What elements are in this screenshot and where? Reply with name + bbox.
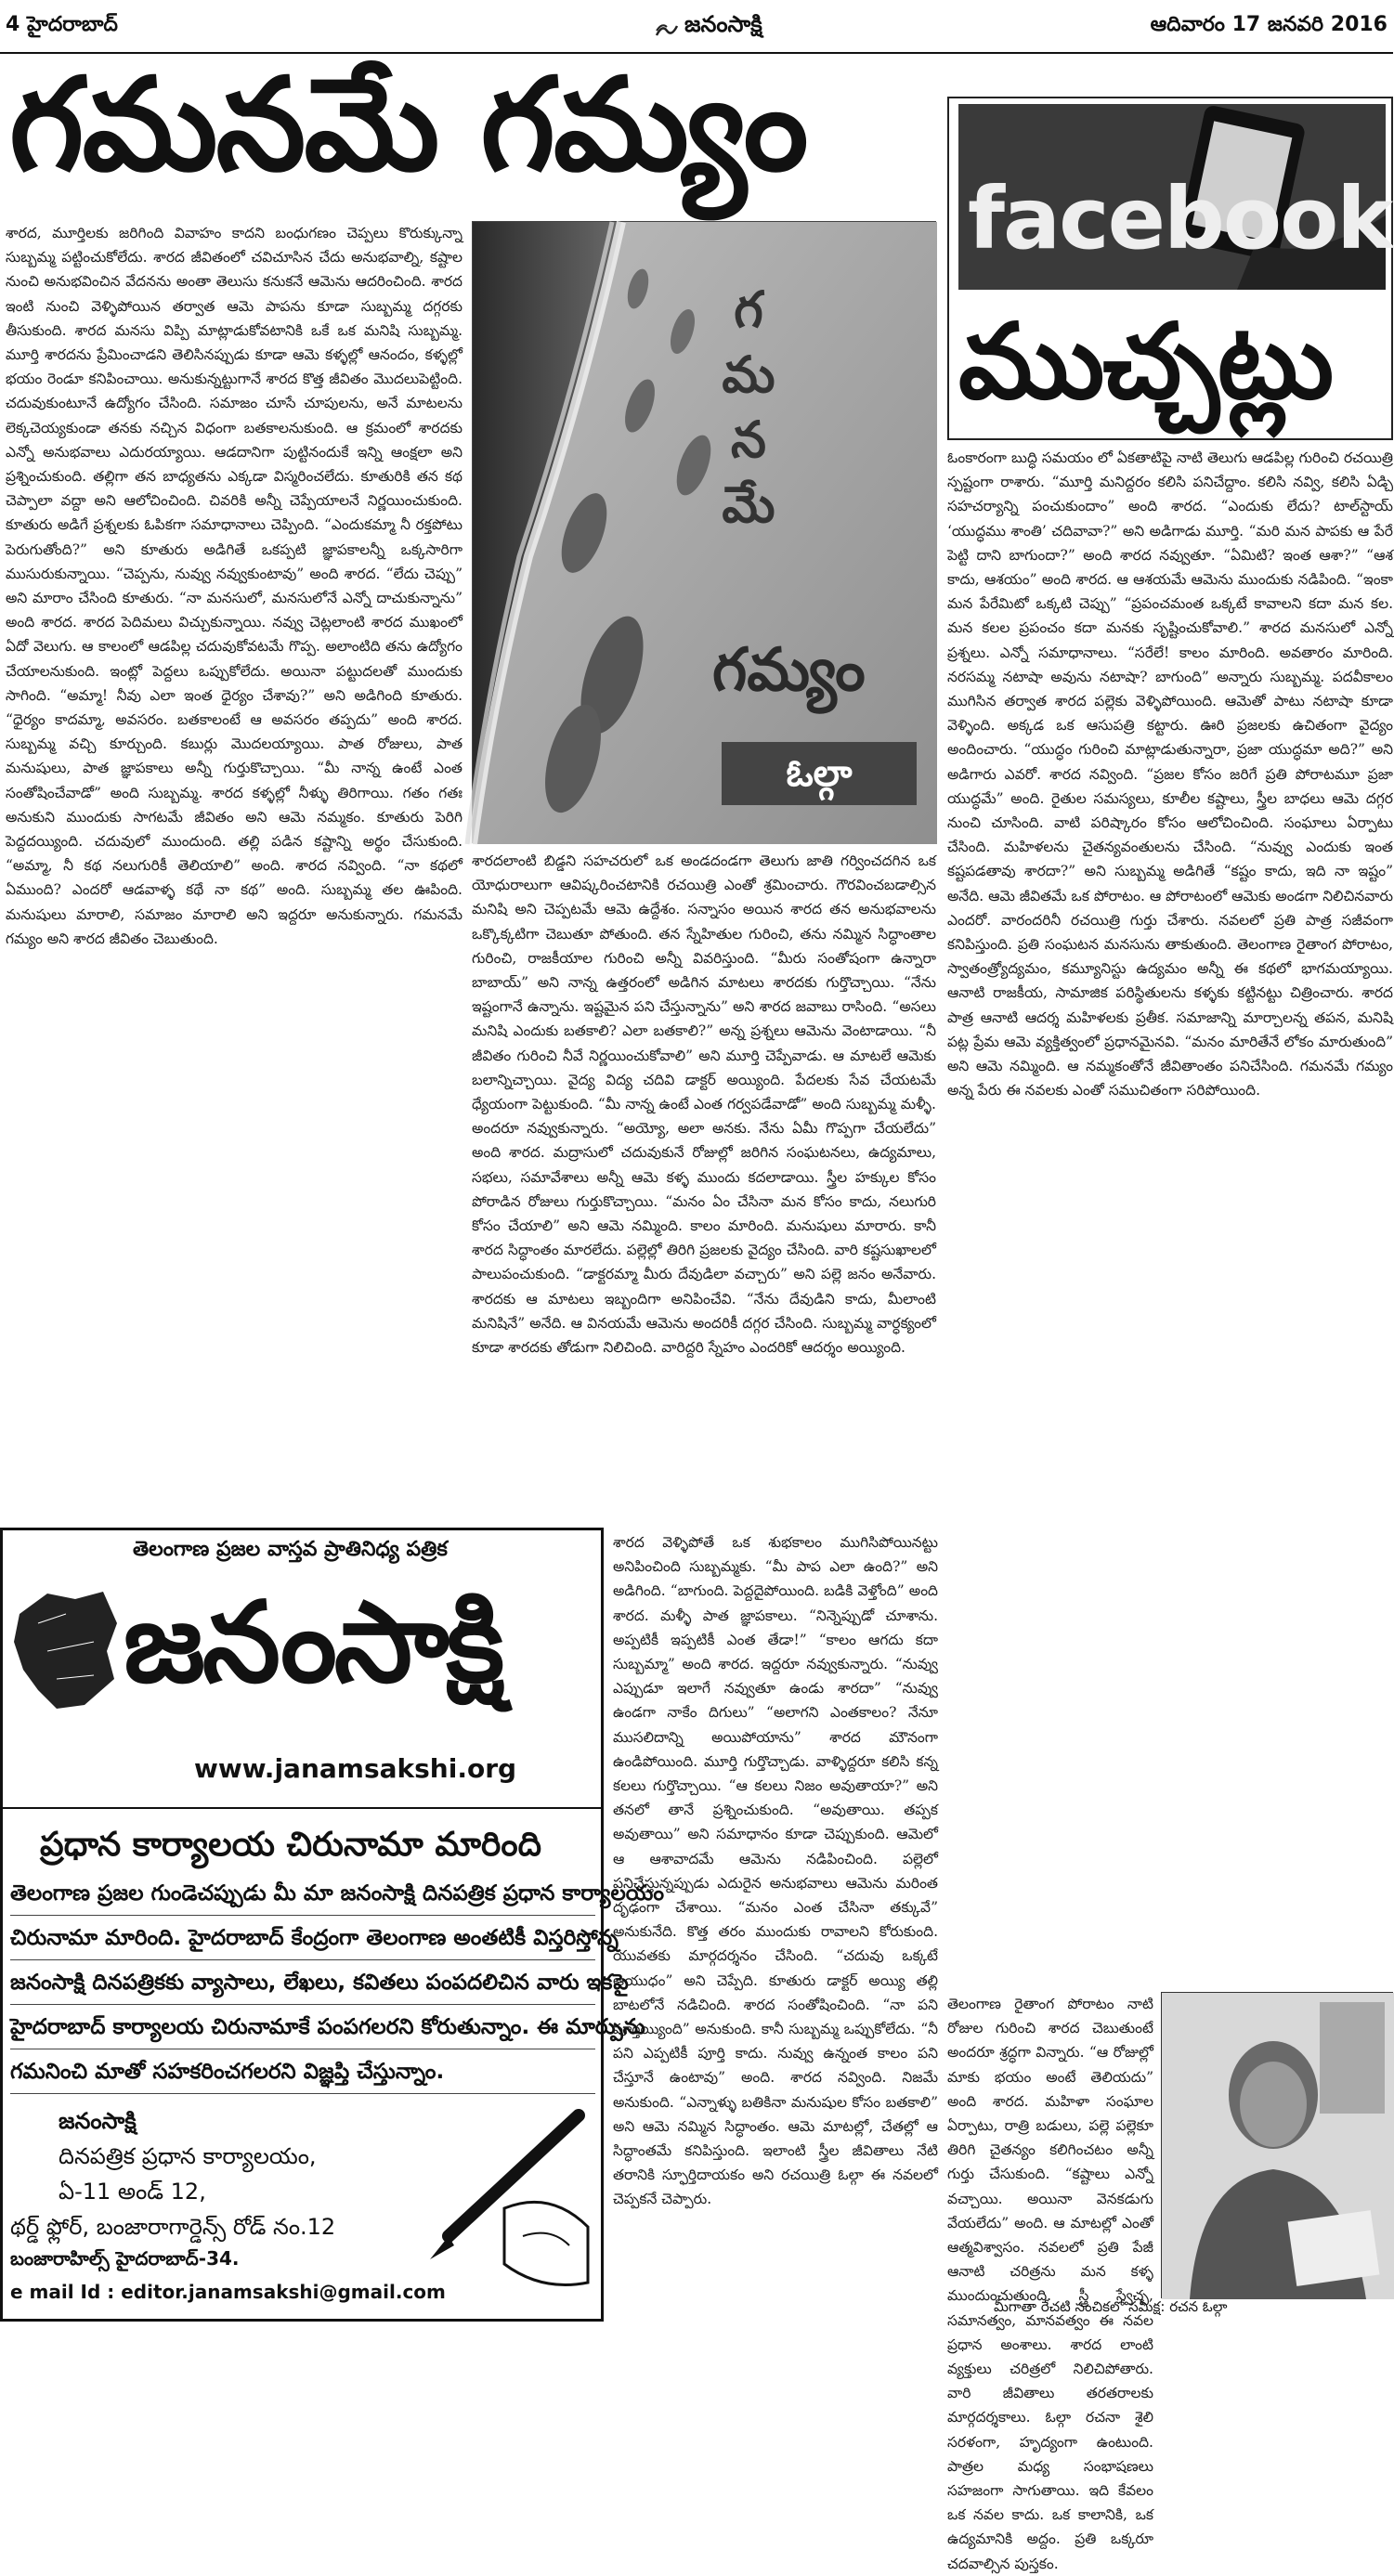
ad-line: తెలంగాణ ప్రజల గుండెచప్పుడు మీ మా జనంసాక్షి దినపత్రిక ప్రధాన కార్యాలయం: [10, 1881, 595, 1916]
photo-caption: మీగాతా రేచటి సంచికలో సమీక్ష: రచన ఓల్గా: [994, 2298, 1228, 2315]
story-column-1: [6, 221, 462, 1521]
title-letter: మే: [722, 475, 775, 534]
story-paragraph: శారద, మూర్తిలకు జరిగింది వివాహం కాదని బంధుగణం చెప్పలు కొరుక్కున్నా సుబ్బమ్మ పట్టించుకోలేదు. శారద జీవితంలో చవిచూసిన చేదు అనుభవాల్ని, కష్టాల నుంచి అనుభవించిన వేదనను అంతా తెలుసు కనుకనే ఆమెను ఆదరించింది. శారద ఇంటి నుంచి వెళ్ళిపోయిన తర్వాత ఆమె పాపను కూడా సుబ్బమ్మ దగ్గరకు తీసుకుంది. శారద మనసు విప్పి మాట్లాడుకోవటానికి ఒకే ఒక మనిషి సుబ్బమ్మ. మూర్తి శారదను ప్రేమించాడని తెలిసినప్పుడు కూడా ఆమె కళ్ళల్లో ఆనందం, కళ్ళల్లో భయం రెండూ కనిపించాయి. అనుకున్నట్టుగానే శారద కొత్త జీవితం మొదలుపెట్టింది. చదువుకుంటూనే ఉద్యోగం చేసింది. సమాజం చూసే చూపులను, అనే మాటలను లెక్కచెయ్యకుండా తనకు నచ్చిన విధంగా బతకాలనుకుంది. ఆ క్రమంలో శారదకు ఎన్నో అనుభవాలు ఎదురయ్యాయి. ఆడదానిగా పుట్టినందుకే ఇన్ని ఆంక్షలా అని ప్రశ్నించుకుంది. తల్లిగా తన బాధ్యతను ఎక్కడా విస్మరించలేదు. కూతురికి తన కథ చెప్పాలా వద్దా అని ఆలోచించింది. చివరికి అన్నీ చెప్పేయాలనే నిర్ణయించుకుంది. కూతురు అడిగే ప్రశ్నలకు ఓపికగా సమాధానాలు చెప్పింది. “ఎందుకమ్మా నీ రక్తపోటు పెరుగుతోంది?” అని కూతురు అడిగితే ఒకప్పటి జ్ఞాపకాలన్నీ ఒక్కసారిగా ముసురుకున్నాయి. “చెప్పను, నువ్వు నవ్వుకుంటావు” అంది శారద. “లేదు చెప్పు” అని మారాం చేసింది కూతురు. “నా మనసులో, మనసులోనే ఎన్నో దాచుకున్నాను” అంది శారద. శారద పెదిమలు విచ్చుకున్నాయి. నవ్వు చెట్లలాంటి శారద ముఖంలో ఏదో వెలుగు. ఆ కాలంలో ఆడపిల్ల చదువుకోవటమే గొప్ప. అలాంటిది తను ఉద్యోగం చేయాలనుకుంది. ఇంట్లో పెద్దలు ఒప్పుకోలేదు. అయినా పట్టుదలతో ముందుకు సాగింది. “అమ్మా! నీవు ఎలా ఇంత ధైర్యం చేశావు?” అని అడిగింది కూతురు. “ధైర్యం కాదమ్మా, అవసరం. బతకాలంటే ఆ అవసరం తప్పదు” అంది శారద. సుబ్బమ్మ వచ్చి కూర్చుంది. కబుర్లు మొదలయ్యాయి. పాత రోజులు, పాత మనుషులు, పాత జ్ఞాపకాలు అన్నీ గుర్తుకొచ్చాయి. “మీ నాన్న ఉంటే ఎంత సంతోషించేవాడో” అంది సుబ్బమ్మ. శారద కళ్ళల్లో నీళ్ళు తిరిగాయి. గతం గతః అనుకుని ముందుకు సాగటమే జీవితం అని ఆమె నమ్మకం. కూతురు పెరిగి పెద్దదయ్యింది. చదువులో ముందుంది. తల్లి పడిన కష్టాన్ని అర్థం చేసుకుంది. “అమ్మా, నీ కథ నలుగురికీ తెలియాలి” అంది. శారద నవ్వింది. “నా కథలో ఏముంది? ఎందరో ఆడవాళ్ళ కథే నా కథ” అంది. సుబ్బమ్మ తల ఊపింది. మనుషులు మారాలి, సమాజం మారాలి అని ఇద్దరూ అనుకున్నారు. గమనమే గమ్యం అని శారద జీవితం చెబుతుంది.: [6, 225, 462, 947]
author-portrait-image: [1162, 1993, 1394, 2299]
facebook-word: facebook: [968, 169, 1392, 268]
sidebar-title: ముచ్చట్లు: [958, 302, 1333, 423]
masthead: [655, 11, 762, 43]
title-letter: న: [731, 410, 766, 469]
hand-with-pen-icon: [393, 2097, 597, 2301]
page-header: [0, 0, 1393, 54]
ad-headline: ప్రధాన కార్యాలయ చిరునామా మారింది: [40, 1826, 542, 1864]
ad-address-line: థర్డ్ ఫ్లోర్, బంజారాగార్డెన్స్ రోడ్ నం.12: [10, 2214, 336, 2240]
story-paragraph: శారదలాంటి బిడ్డని సహచరులో ఒక అండదండగా తెలుగు జాతి గర్వించదగిన ఒక యోధురాలుగా ఆవిష్కరించటానికి రచయిత్రి ఎంతో శ్రమించారు. గౌరవించబడాల్సిన మనిషి అని చెప్పటమే ఆమె ఉద్దేశం. సన్నాసం అయిన శారద తన అనుభవాలను ఒక్కొక్కటిగా చెబుతూ పోతుంది. తన స్నేహితుల గురించి, తను నమ్మిన సిద్ధాంతాల గురించి, రాజకీయాల గురించి అన్నీ వివరిస్తుంది. “మీరు సంతోషంగా ఉన్నారా బాబాయ్” అని నాన్న ఉత్తరంలో అడిగిన మాటలు శారదకు గుర్తొచ్చాయి. “నేను ఇష్టంగానే ఉన్నాను. ఇష్టమైన పని చేస్తున్నాను” అని శారద జవాబు రాసింది. “అసలు మనిషి ఎందుకు బతకాలి? ఎలా బతకాలి?” అన్న ప్రశ్నలు ఆమెను వెంటాడాయి. “నీ జీవితం గురించి నీవే నిర్ణయించుకోవాలి” అని మూర్తి చెప్పేవాడు. ఆ మాటలే ఆమెకు బలాన్నిచ్చాయి. వైద్య విద్య చదివి డాక్టర్ అయ్యింది. పేదలకు సేవ చేయటమే ధ్యేయంగా పెట్టుకుంది. “మీ నాన్న ఉంటే ఎంత గర్వపడేవాడో” అంది సుబ్బమ్మ మళ్ళీ. అందరూ నవ్వుకున్నారు. “అయ్యో, అలా అనకు. నేను ఏమీ గొప్పగా చేయలేదు” అంది శారద. మద్రాసులో చదువుకునే రోజుల్లో జరిగిన సంఘటనలు, ఉద్యమాలు, సభలు, సమావేశాలు అన్నీ ఆమె కళ్ళ ముందు కదలాడాయి. స్త్రీల హక్కుల కోసం పోరాడిన రోజులు గుర్తుకొచ్చాయి. “మనం ఏం చేసినా మన కోసం కాదు, నలుగురి కోసం చేయాలి” అని ఆమె నమ్మింది. కాలం మారింది. మనుషులు మారారు. కానీ శారద సిద్ధాంతం మారలేదు. పల్లెల్లో తిరిగి ప్రజలకు వైద్యం చేసింది. వారి కష్టసుఖాలలో పాలుపంచుకుంది. “డాక్టరమ్మా మీరు దేవుడిలా వచ్చారు” అని పల్లె జనం అనేవారు. శారదకు ఆ మాటలు ఇబ్బందిగా అనిపించేవి. “నేను దేవుడిని కాదు, మీలాంటి మనిషినే” అనేది. ఆ వినయమే ఆమెను అందరికీ దగ్గర చేసింది. సుబ్బమ్మ వార్ధక్యంలో కూడా శారదకు తోడుగా నిలిచింది. వారిద్దరి స్నేహం ఎందరికో ఆదర్శం అయ్యింది.: [472, 852, 936, 1357]
story-paragraph: ఓంకారంగా బుద్ధి సమయం లో ఏకతాటిపై నాటి తెలుగు ఆడపిల్ల గురించి రచయిత్రి స్పష్టంగా రాశారు. “మూర్తి మనిద్దరం కలిసి పనిచేద్దాం. కలిసి నవ్వి, కలిసి ఏడ్చి సహచర్యాన్ని పంచుకుందాం” అంది శారద. “ఎందుకు లేదు? టాల్‌స్టాయ్ ‘యుద్ధము శాంతి’ చదివావా?” అని అడిగాడు మూర్తి. “మరి మన పాపకు ఆ పేరే పెట్టి దాని బాగుందా?” అంది శారద నవ్వుతూ. “ఏమిటి? ఇంత ఆశా?” “ఆశ కాదు, ఆశయం” అంది శారద. ఆ ఆశయమే ఆమెను ముందుకు నడిపింది. “ఇంకా మన పేరేమిటో ఒక్కటి చెప్పు” “ప్రపంచమంత ఒక్కటే కావాలని కదా మన కల. మన కలల ప్రపంచం కదా మనకు సృష్టించుకోవాలి.” శారద మనసులో ఎన్నో ప్రశ్నలు. ఎన్నో సమాధానాలు. “సరేలే! కాలం మారింది. అవతారం మారింది. నరసమ్మ నటాషా అవును నటాషా? బాగుంది” అన్నారు సుబ్బమ్మ. పదవీకాలం ముగిసిన తర్వాత శారద పల్లెకు వెళ్ళిపోయింది. ఆమెతో పాటు నటాషా కూడా వెళ్ళింది. అక్కడ ఒక ఆసుపత్రి కట్టారు. ఊరి ప్రజలకు ఉచితంగా వైద్యం అందించారు. “యుద్ధం గురించి మాట్లాడుతున్నారా, ప్రజా యుద్ధమా అది?” అని అడిగారు ఎవరో. శారద నవ్వింది. “ప్రజల కోసం జరిగే ప్రతి పోరాటమూ ప్రజా యుద్ధమే” అంది. రైతుల సమస్యలు, కూలీల కష్టాలు, స్త్రీల బాధలు ఆమె దగ్గర నుంచి చూసింది. వాటి పరిష్కారం కోసం ఆలోచించింది. సంఘాలు ఏర్పాటు చేసింది. మహిళలను చైతన్యవంతులను చేసింది. “నువ్వు ఎందుకు ఇంత కష్టపడతావు శారదా?” అని సుబ్బమ్మ అడిగితే “కష్టం కాదు, ఇది నా ఇష్టం” అనేది. ఆమె జీవితమే ఒక పోరాటం. ఆ పోరాటంలో ఆమెకు అండగా నిలిచినవారు ఎందరో. వారందరినీ రచయిత్రి గుర్తు చేశారు. నవలలో ప్రతి పాత్ర సజీవంగా కనిపిస్తుంది. ప్రతి సంఘటన మనసును తాకుతుంది. తెలంగాణ రైతాంగ పోరాటం, స్వాతంత్ర్యోద్యమం, కమ్యూనిస్టు ఉద్యమం అన్నీ ఈ కథలో భాగమయ్యాయి. ఆనాటి రాజకీయ, సామాజిక పరిస్థితులను కళ్ళకు కట్టినట్టు చిత్రించారు. శారద పాత్ర ఆనాటి ఆదర్శ మహిళలకు ప్రతీక. సమాజాన్ని మార్చాలన్న తపన, మనిషి పట్ల ప్రేమ ఆమె వ్యక్తిత్వంలో ప్రధానమైనవి. “మనం మారితేనే లోకం మారుతుంది” అని ఆమె నమ్మింది. ఆ నమ్మకంతోనే జీవితాంతం పనిచేసింది. గమనమే గమ్యం అన్న పేరు ఈ నవలకు ఎంతో సముచితంగా సరిపోయింది.: [947, 449, 1394, 1099]
janamsakshi-advertisement: [0, 1528, 664, 2322]
ad-banner: [3, 1530, 601, 1809]
story-column-3: [947, 446, 1393, 1987]
ad-line: గమనించి మాతో సహకరించగలరని విజ్ఞప్తి చేస్తున్నాం.: [10, 2060, 595, 2094]
ad-address-line: బంజారాహిల్స్ హైదరాబాద్-34.: [10, 2247, 240, 2270]
telangana-map-icon: [10, 1586, 122, 1716]
ad-line: హైదరాబాద్ కార్యాలయ చిరునామాకే పంపగలరని కోరుతున్నాం. ఈ మార్పును: [10, 2015, 595, 2049]
story-paragraph: తెలంగాణ రైతాంగ పోరాటం నాటి రోజుల గురించి శారద చెబుతుంటే అందరూ శ్రద్ధగా విన్నారు. “ఆ రోజుల్లో మాకు భయం అంటే తెలియదు” అంది శారద. మహిళా సంఘాల ఏర్పాటు, రాత్రి బడులు, పల్లె పల్లెకూ తిరిగి చైతన్యం కలిగించటం అన్నీ గుర్తు చేసుకుంది. “కష్టాలు ఎన్నో వచ్చాయి. అయినా వెనకడుగు వేయలేదు” అంది. ఆ మాటల్లో ఎంతో ఆత్మవిశ్వాసం. నవలలో ప్రతి పేజీ ఆనాటి చరిత్రను మన కళ్ళ ముందుంచుతుంది. స్త్రీ స్వేచ్ఛ, సమానత్వం, మానవత్వం ఈ నవల ప్రధాన అంశాలు. శారద లాంటి వ్యక్తులు చరిత్రలో నిలిచిపోతారు. వారి జీవితాలు తరతరాలకు మార్గదర్శకాలు. ఓల్గా రచనా శైలి సరళంగా, హృద్యంగా ఉంటుంది. పాత్రల మధ్య సంభాషణలు సహజంగా సాగుతాయి. ఇది కేవలం ఒక నవల కాదు. ఒక కాలానికి, ఒక ఉద్యమానికి అద్దం. ప్రతి ఒక్కరూ చదవాల్సిన పుస్తకం.: [947, 1996, 1153, 2572]
title-letter: మ: [722, 345, 775, 404]
ad-line: జనంసాక్షి దినపత్రికకు వ్యాసాలు, లేఖలు, కవితలు పంపదలిచిన వారు ఇకపై: [10, 1971, 595, 2005]
vertical-title: [716, 278, 781, 538]
book-cover-photo: [472, 221, 936, 843]
story-column-2: [472, 849, 936, 1525]
ad-website-link[interactable]: www.janamsakshi.org: [194, 1753, 517, 1784]
story-headline: గమనమే గమ్యం: [9, 50, 807, 200]
masthead-title: జనంసాక్షి: [684, 11, 762, 37]
story-paragraph: శారద వెళ్ళిపోతే ఒక శుభకాలం ముగిసిపోయినట్టు అనిపించింది సుబ్బమ్మకు. “మీ పాప ఎలా ఉంది?” అని అడిగింది. “బాగుంది. పెద్దదైపోయింది. బడికి వెళ్తోంది” అంది శారద. మళ్ళీ పాత జ్ఞాపకాలు. “నిన్నెప్పుడో చూశాను. అప్పటికీ ఇప్పటికీ ఎంత తేడా!” “కాలం ఆగదు కదా సుబ్బమ్మా” అంది శారద. ఇద్దరూ నవ్వుకున్నారు. “నువ్వు ఎప్పుడూ ఇలాగే నవ్వుతూ ఉండు శారదా” “నువ్వు ఉండగా నాకేం దిగులు” “అలాగని ఎంతకాలం? నేనూ ముసలిదాన్ని అయిపోయాను” శారద మౌనంగా ఉండిపోయింది. మూర్తి గుర్తొచ్చాడు. వాళ్ళిద్దరూ కలిసి కన్న కలలు గుర్తొచ్చాయి. “ఆ కలలు నిజం అవుతాయా?” అని తనలో తానే ప్రశ్నించుకుంది. “అవుతాయి. తప్పక అవుతాయి” అని సమాధానం కూడా చెప్పుకుంది. ఆమెలో ఆ ఆశావాదమే ఆమెను నడిపించింది. పల్లెలో పనిచేస్తున్నప్పుడు ఎదురైన అనుభవాలు ఆమెను మరింత దృఢంగా చేశాయి. “మనం ఎంత చేసినా తక్కువే” అనుకునేది. కొత్త తరం ముందుకు రావాలని కోరుకుంది. యువతకు మార్గదర్శనం చేసింది. “చదువు ఒక్కటే ఆయుధం” అని చెప్పేది. కూతురు డాక్టర్ అయ్యి తల్లి బాటలోనే నడిచింది. శారద సంతోషించింది. “నా పని పూర్తయ్యింది” అనుకుంది. కానీ సుబ్బమ్మ ఒప్పుకోలేదు. “నీ పని ఎప్పటికీ పూర్తి కాదు. నువ్వు ఉన్నంత కాలం పని చేస్తూనే ఉంటావు” అంది. శారద నవ్వింది. నిజమే అనుకుంది. “ఎన్నాళ్ళు బతికినా మనుషుల కోసం బతకాలి” అని ఆమె నమ్మిన సిద్ధాంతం. ఆమె మాటల్లో, చేతల్లో ఆ సిద్ధాంతమే కనిపిస్తుంది. ఇలాంటి స్త్రీల జీవితాలు నేటి తరానికి స్ఫూర్తిదాయకం అని రచయిత్రి ఓల్గా ఈ నవలలో చెప్పకనే చెప్పారు.: [613, 1534, 938, 2208]
ad-tagline: తెలంగాణ ప్రజల వాస్తవ ప్రాతినిధ్య పత్రిక: [133, 1538, 448, 1561]
facebook-phone-image: [958, 104, 1392, 290]
ad-email[interactable]: e mail Id : editor.janamsakshi@gmail.com: [10, 2281, 446, 2303]
facebook-sidebar-panel: [947, 97, 1393, 440]
ad-line: చిరునామా మారింది. హైదరాబాద్ కేంద్రంగా తెలంగాణ అంతటికీ విస్తరిస్తోన్న: [10, 1926, 595, 1960]
page-number: 4 హైదరాబాద్: [6, 13, 118, 36]
ad-address-line: ఏ-11 అండ్ 12,: [59, 2179, 206, 2205]
ad-address-line: దినపత్రిక ప్రధాన కార్యాలయం,: [59, 2143, 317, 2169]
fingerprint-logo-icon: [655, 19, 679, 35]
story-column-4: [613, 1530, 938, 2320]
author-photo: [1161, 1992, 1393, 2298]
ad-address-name: జనంసాక్షి: [59, 2108, 137, 2134]
ad-logo: జనంసాక్షి: [124, 1579, 502, 1708]
author-name-box: ఓల్గా: [722, 742, 917, 805]
title-letter: గ: [734, 280, 763, 339]
issue-date: ఆదివారం 17 జనవరి 2016: [1150, 13, 1387, 36]
horizontal-title: గమ్యం: [712, 636, 866, 705]
